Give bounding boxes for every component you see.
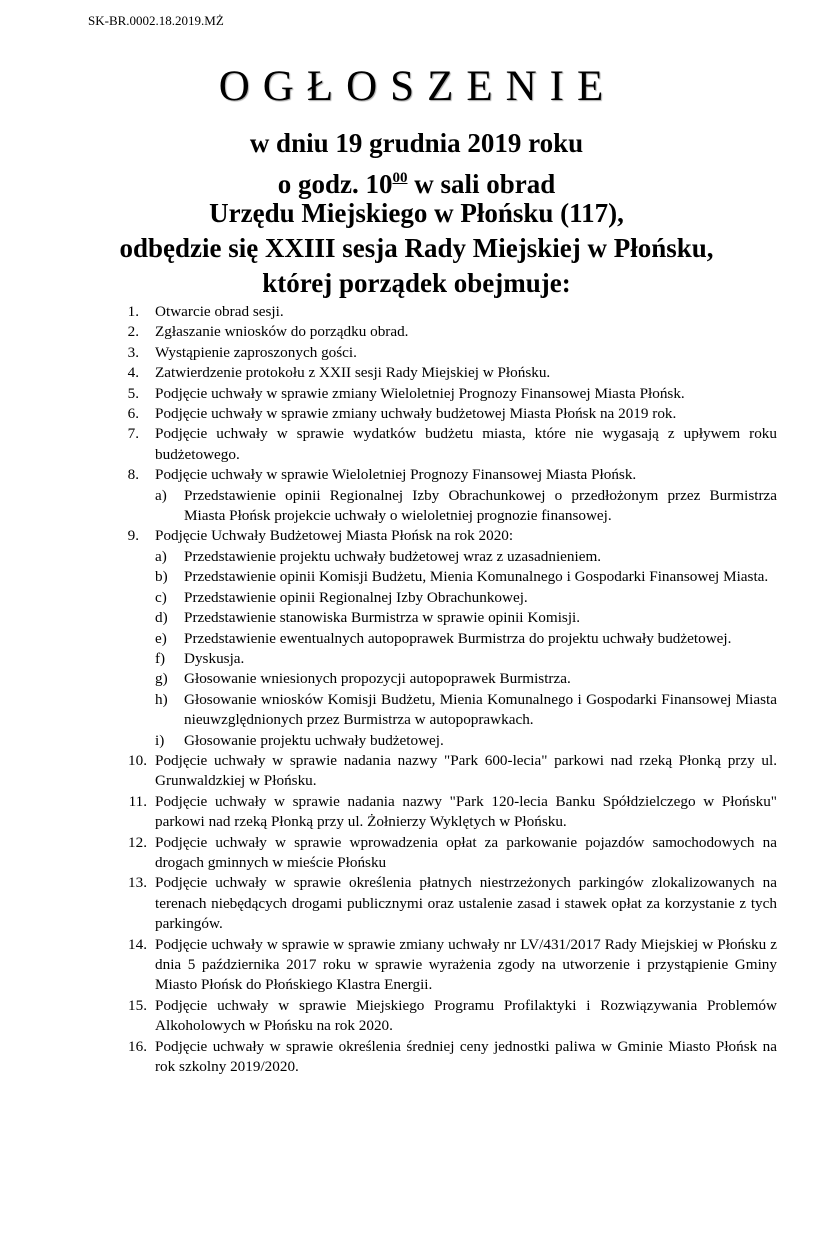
agenda-subitem-letter: a): [155, 486, 167, 504]
agenda-item-text: Podjęcie uchwały w sprawie wprowadzenia opłat za parkowanie pojazdów samochodowych na drogach gminnych w mieście Płońsku: [155, 833, 777, 871]
agenda-subitem-letter: e): [155, 629, 167, 647]
agenda-subitem-text: Głosowanie wniesionych propozycji autopoprawek Burmistrza.: [184, 670, 571, 688]
agenda-item: [115, 322, 777, 342]
agenda-subitem-letter: f): [155, 649, 166, 667]
agenda-subitem-text: Przedstawienie opinii Regionalnej Izby Obrachunkowej.: [184, 588, 528, 606]
agenda-subitem: [155, 486, 777, 527]
agenda-subitem-letter: h): [155, 690, 168, 708]
agenda-item: [115, 792, 777, 833]
agenda-intro: której porządek obejmuje:: [262, 268, 571, 298]
time-line: [0, 163, 825, 199]
agenda-item-number: 2.: [127, 323, 139, 341]
agenda-item-number: 15.: [128, 996, 147, 1014]
agenda-subitem-letter: g): [155, 670, 168, 688]
agenda-subitem: [155, 629, 777, 649]
agenda-item: [115, 302, 777, 322]
agenda-item-text: Podjęcie uchwały w sprawie określenia średniej ceny jednostki paliwa w Gminie Miasto Płońsk na rok szkolny 2019/2020.: [155, 1037, 777, 1076]
agenda-item: [115, 384, 777, 404]
agenda-item: [115, 424, 777, 465]
agenda-subitem-text: Głosowanie projektu uchwały budżetowej.: [184, 731, 444, 749]
agenda-subitem: [155, 690, 777, 731]
agenda-subitem-letter: d): [155, 609, 168, 627]
agenda-item: [115, 873, 777, 934]
agenda-item: [115, 526, 777, 750]
agenda-item: [115, 935, 777, 996]
agenda-item-text: Otwarcie obrad sesji.: [155, 303, 284, 320]
agenda-subitem: [155, 649, 777, 669]
agenda-subitem-text: Dyskusja.: [184, 649, 245, 667]
agenda-item-text: Podjęcie uchwały w sprawie Miejskiego Programu Profilaktyki i Rozwiązywania Problemów Alkoholowych w Płońsku na rok 2020.: [155, 996, 777, 1035]
agenda-item-text: Podjęcie uchwały w sprawie zmiany Wieloletniej Prognozy Finansowej Miasta Płońsk.: [155, 384, 685, 402]
agenda-item-text: Podjęcie uchwały w sprawie nadania nazwy "Park 600-lecia" parkowi nad rzeką Płonką przy ul. Grunwaldzkiej w Płońsku.: [155, 751, 777, 790]
agenda-item: [115, 465, 777, 526]
agenda-subitem-text: Przedstawienie stanowiska Burmistrza w sprawie opinii Komisji.: [184, 609, 581, 627]
agenda-subitem-letter: b): [155, 568, 168, 586]
agenda-item-number: 11.: [128, 792, 147, 810]
agenda-item-number: 6.: [127, 405, 139, 423]
agenda-item: [115, 996, 777, 1037]
agenda-list: [115, 302, 777, 1077]
agenda-subitem: [155, 547, 777, 567]
agenda-item-text: Zgłaszanie wniosków do porządku obrad.: [155, 323, 409, 341]
agenda-item: [115, 1037, 777, 1078]
agenda-item-text: Podjęcie uchwały w sprawie zmiany uchwały budżetowej Miasta Płońsk na 2019 rok.: [155, 405, 677, 423]
agenda-item: [115, 751, 777, 792]
agenda-item-number: 8.: [127, 466, 139, 484]
document-reference: SK-BR.0002.18.2019.MŻ: [88, 13, 224, 28]
agenda-item-text: Podjęcie Uchwały Budżetowej Miasta Płońsk na rok 2020:: [155, 527, 514, 545]
agenda-item-text: Zatwierdzenie protokołu z XXII sesji Rady Miejskiej w Płońsku.: [155, 364, 551, 382]
agenda-subitem: [155, 588, 777, 608]
time-minutes: 00: [392, 170, 408, 186]
agenda-item-text: Podjęcie uchwały w sprawie Wieloletniej Prognozy Finansowej Miasta Płońsk.: [155, 466, 637, 484]
time-place: w sali obrad: [407, 169, 556, 199]
agenda-item-number: 1.: [127, 303, 139, 320]
date-line: w dniu 19 grudnia 2019 roku: [249, 128, 584, 158]
agenda-sublist: [155, 486, 777, 527]
agenda-subitem-text: Przedstawienie projektu uchwały budżetowej wraz z uzasadnieniem.: [184, 547, 602, 565]
agenda-item-number: 3.: [127, 343, 139, 361]
agenda-item-number: 13.: [128, 874, 147, 892]
agenda-subitem-letter: c): [155, 588, 167, 606]
agenda-item: [115, 833, 777, 874]
agenda-subitem-text: Głosowanie wniosków Komisji Budżetu, Mienia Komunalnego i Gospodarki Finansowej Miasta nieuwzględnionych przez Burmistrza w autopoprawkach.: [184, 690, 777, 729]
agenda-item: [115, 404, 777, 424]
page-title: OGŁOSZENIE: [218, 63, 617, 110]
agenda-subitem: [155, 608, 777, 628]
agenda-subitem-letter: i): [155, 731, 165, 749]
agenda-sublist: [155, 547, 777, 751]
agenda-item-number: 4.: [127, 364, 139, 382]
agenda-subitem: [155, 567, 777, 587]
agenda-subitem: [155, 669, 777, 689]
agenda-subitem-text: Przedstawienie ewentualnych autopoprawek Burmistrza do projektu uchwały budżetowej.: [184, 629, 732, 647]
agenda-item-text: Podjęcie uchwały w sprawie określenia płatnych niestrzeżonych parkingów zlokalizowanych na terenach niebędących drogami publicznymi oraz ustalenie zasad i stawek opłat za korzystanie z tych parkingów.: [155, 874, 777, 933]
agenda-subitem-text: Przedstawienie opinii Regionalnej Izby Obrachunkowej o przedłożonym przez Burmistrza Miasta Płońsk projekcie uchwały o wieloletniej prognozie finansowej.: [184, 486, 777, 525]
agenda-item-text: Podjęcie uchwały w sprawie wydatków budżetu miasta, które nie wygasają z upływem roku budżetowego.: [155, 425, 777, 463]
agenda-item-text: Podjęcie uchwały w sprawie nadania nazwy "Park 120-lecia Banku Spółdzielczego w Płońsku" parkowi nad rzeką Płonką przy ul. Żołnierzy Wyklętych w Płońsku.: [155, 792, 777, 831]
agenda-item-number: 9.: [127, 527, 139, 545]
agenda-subitem-letter: a): [155, 547, 167, 565]
agenda-item-number: 14.: [128, 935, 147, 953]
agenda-item: [115, 343, 777, 363]
place-line: Urzędu Miejskiego w Płońsku (117),: [209, 198, 624, 228]
agenda-item-number: 5.: [127, 384, 139, 402]
agenda-item-text: Podjęcie uchwały w sprawie w sprawie zmiany uchwały nr LV/431/2017 Rady Miejskiej w Płońsku z dnia 5 października 2017 roku w sprawie wyrażenia zgody na utworzenie i przystąpienie Gminy Miasto Płońsk do Płońskiego Klastra Energii.: [155, 935, 777, 994]
agenda-item-text: Wystąpienie zaproszonych gości.: [155, 343, 357, 361]
session-line: odbędzie się XXIII sesja Rady Miejskiej w Płońsku,: [119, 233, 714, 263]
agenda-item-number: 10.: [128, 751, 147, 769]
agenda-subitem-text: Przedstawienie opinii Komisji Budżetu, Mienia Komunalnego i Gospodarki Finansowej Miasta.: [184, 568, 769, 586]
agenda-item: [115, 363, 777, 383]
time-hour: o godz. 10: [277, 169, 393, 199]
agenda-item-number: 12.: [128, 833, 147, 851]
agenda-item-number: 7.: [127, 425, 139, 443]
agenda-subitem: [155, 731, 777, 751]
agenda-item-number: 16.: [128, 1037, 147, 1055]
